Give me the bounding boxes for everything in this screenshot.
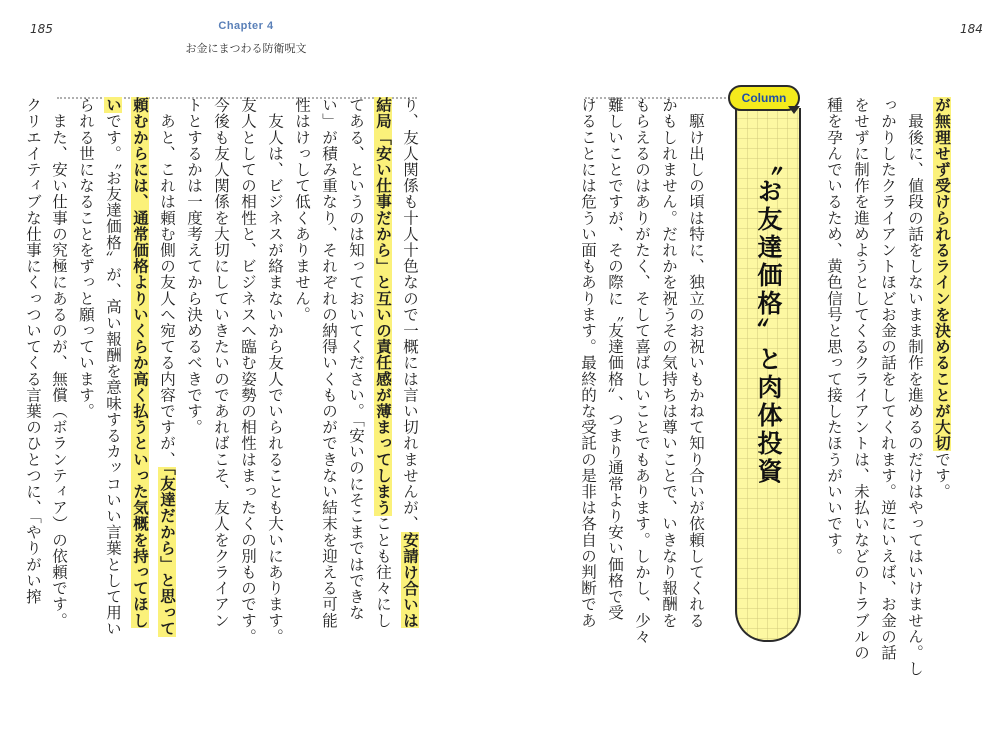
text-line bbox=[316, 97, 342, 629]
text-line bbox=[73, 97, 99, 617]
text-segment: い」が積み重なり、それぞれの納得いくものができない結末を迎える可能 bbox=[320, 97, 338, 629]
text-line bbox=[848, 97, 874, 661]
text-segment: 難しいことですが、その際に〝友達価格〟、つまり通常より安い価格で受 bbox=[606, 97, 624, 621]
text-line bbox=[602, 97, 628, 621]
text-line bbox=[127, 97, 153, 629]
text-line bbox=[929, 97, 955, 617]
highlighted-text: が無理せず受けられるラインを決めることが大切 bbox=[933, 97, 951, 452]
text-segment: られる世になることをずっと願っています。 bbox=[77, 97, 95, 419]
text-segment: 駆け出しの頃は特に、独立のお祝いもかねて知り合いが依頼してくれる bbox=[687, 97, 705, 629]
text-line bbox=[683, 97, 709, 629]
highlighted-text: 安請け合いは bbox=[401, 531, 419, 629]
text-line bbox=[370, 97, 396, 629]
text-line bbox=[46, 97, 72, 629]
right-page-number: 184 bbox=[960, 22, 983, 36]
highlighted-text: 結局「安い仕事だから」と互いの責任感が薄まってしまう bbox=[374, 97, 392, 516]
highlighted-text: 「友達だから」と思って bbox=[158, 467, 176, 637]
highlighted-text: 頼むからには、通常価格よりいくらか高く払うといった気概を持ってほし bbox=[131, 97, 149, 629]
text-segment: あと、これは頼む側の友人へ宛てる内容ですが、 bbox=[158, 97, 176, 468]
text-line bbox=[100, 97, 126, 637]
text-segment: り、友人関係も十人十色なので一概には言い切れませんが、 bbox=[401, 97, 419, 532]
text-line bbox=[575, 97, 601, 629]
text-segment: また、安い仕事の究極にあるのが、無償（ボランティア）の依頼です。 bbox=[50, 97, 68, 629]
text-segment: ことも往々にし bbox=[374, 515, 392, 629]
text-segment: もらえるのはありがたく、そして喜ばしいことでもあります。しかし、少々 bbox=[633, 97, 651, 645]
column-title: 〝お友達価格〟と肉体投資 bbox=[754, 150, 783, 486]
text-segment: 友人としての相性と、ビジネスへ臨む姿勢の相性はまったくの別ものです。 bbox=[239, 97, 257, 645]
text-segment: てある、というのは知っておいてください。「安いのにそこまではできな bbox=[347, 97, 365, 621]
column-badge: Column bbox=[728, 85, 800, 111]
chapter-label: Chapter 4 bbox=[218, 20, 274, 32]
text-line bbox=[902, 97, 928, 677]
text-line bbox=[629, 97, 655, 645]
text-line bbox=[343, 97, 369, 621]
text-line bbox=[235, 97, 261, 645]
text-segment: 最後に、値段の話をしないまま制作を進めるのだけはやってはいけません。し bbox=[906, 97, 924, 677]
text-segment: 今後も友人関係を大切にしていきたいのであればこそ、友人をクライアン bbox=[212, 97, 230, 629]
text-line bbox=[397, 97, 423, 629]
column-badge-tail bbox=[788, 106, 800, 114]
text-line bbox=[181, 97, 207, 617]
text-line bbox=[875, 97, 901, 661]
text-line bbox=[821, 97, 847, 617]
text-segment: です。 bbox=[933, 451, 951, 500]
text-segment: けることには危うい面もあります。最終的な受託の是非は各自の判断であ bbox=[579, 97, 597, 629]
text-line bbox=[154, 97, 180, 637]
text-line bbox=[208, 97, 234, 629]
chapter-title: お金にまつわる防衛呪文 bbox=[185, 42, 307, 55]
text-segment: クリエイティブな仕事にくっついてくる言葉のひとつに、「やりがい搾 bbox=[24, 97, 42, 605]
text-line bbox=[656, 97, 682, 629]
text-line bbox=[262, 97, 288, 645]
text-line bbox=[289, 97, 315, 617]
highlighted-text: い bbox=[104, 97, 122, 114]
text-segment: 性はけっして低くありません。 bbox=[293, 97, 311, 323]
text-segment: 種を孕んでいるため、黄色信号と思って接したほうがいいです。 bbox=[825, 97, 843, 564]
text-segment: トとするかは一度考えてから決めるべきです。 bbox=[185, 97, 203, 436]
text-segment: 友人は、ビジネスが絡まないから友人でいられることも大いにあります。 bbox=[266, 97, 284, 645]
text-segment: をせずに制作を進めようとしてくるクライアントは、未払いなどのトラブルの bbox=[852, 97, 870, 661]
text-segment: っかりしたクライアントほどお金の話をしてくれます。逆にいえば、お金の話 bbox=[879, 97, 897, 661]
text-segment: です。〝お友達価格〟が、高い報酬を意味するカッコいい言葉として用い bbox=[104, 113, 122, 637]
text-segment: かもしれません。だれかを祝うその気持ちは尊いことで、いきなり報酬を bbox=[660, 97, 678, 629]
text-line bbox=[20, 97, 46, 617]
left-page-number: 185 bbox=[30, 22, 53, 36]
